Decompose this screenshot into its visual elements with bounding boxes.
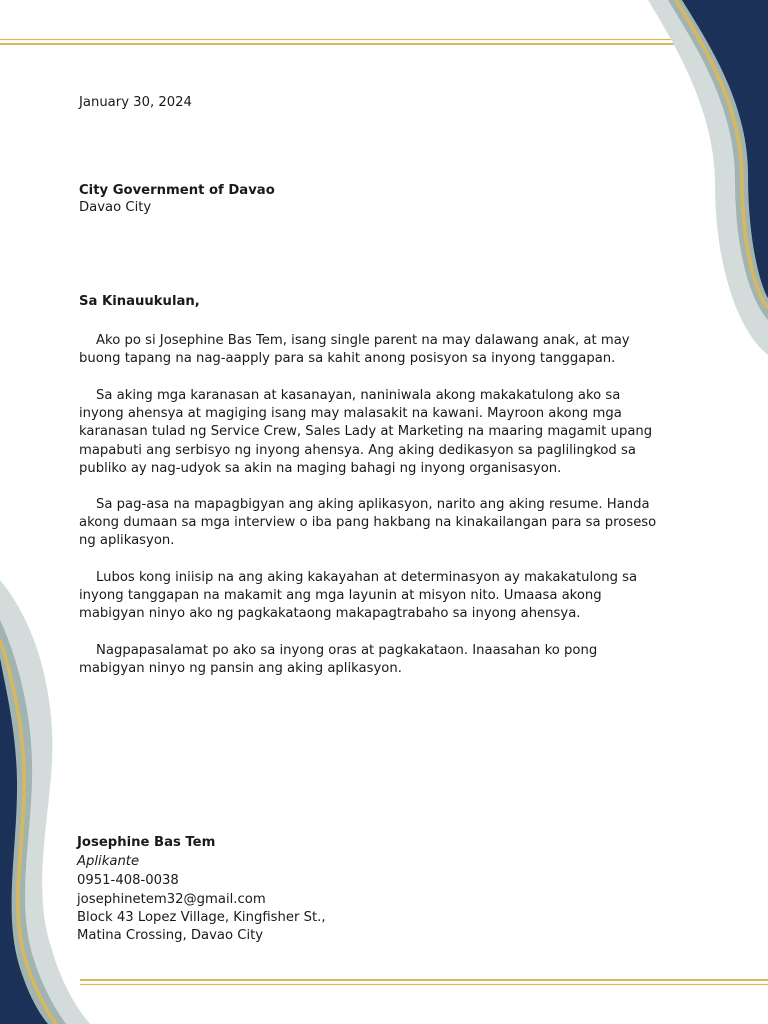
paragraph-line: Ako po si Josephine Bas Tem, isang single parent na may dalawang anak, at may — [96, 333, 630, 348]
paragraph-line: ng aplikasyon. — [79, 533, 175, 549]
paragraph-line: mabigyan ninyo ng pansin ang aking aplikasyon. — [79, 661, 402, 677]
signature-address-line-1: Block 43 Lopez Village, Kingfisher St., — [77, 910, 326, 925]
signature-email: josephinetem32@gmail.com — [77, 892, 266, 907]
paragraph-line: inyong ahensya at magiging isang may malasakit na kawani. Mayroon akong mga — [79, 406, 622, 422]
letter-date: January 30, 2024 — [79, 95, 192, 110]
paragraph-line: akong dumaan sa mga interview o iba pang hakbang na kinakailangan para sa proseso — [79, 515, 657, 531]
body-paragraph-3 — [79, 496, 699, 551]
body-paragraph-4 — [79, 569, 699, 624]
paragraph-line: Nagpapasalamat po ako sa inyong oras at pagkakataon. Inaasahan ko pong — [96, 643, 598, 658]
paragraph-line: Sa pag-asa na mapagbigyan ang aking aplikasyon, narito ang aking resume. Handa — [96, 497, 650, 512]
paragraph-line: mapabuti ang serbisyo ng inyong ahensya. Ang aking dedikasyon sa paglilingkod sa — [79, 442, 636, 458]
body-paragraph-2 — [79, 387, 699, 478]
recipient-name: City Government of Davao — [79, 183, 275, 198]
body-paragraph-1 — [79, 332, 699, 368]
paragraph-line: Sa aking mga karanasan at kasanayan, naniniwala akong makakatulong ako sa — [96, 388, 621, 403]
paragraph-line: buong tapang na nag-aapply para sa kahit anong posisyon sa inyong tanggapan. — [79, 351, 616, 367]
paragraph-line: publiko ay nag-udyok sa akin na maging bahagi ng inyong organisasyon. — [79, 460, 562, 476]
body-paragraph-5 — [79, 642, 699, 678]
salutation: Sa Kinauukulan, — [79, 294, 200, 309]
signature-name: Josephine Bas Tem — [77, 835, 216, 850]
paragraph-line: karanasan tulad ng Service Crew, Sales Lady at Marketing na maaring magamit upang — [79, 424, 653, 440]
paragraph-line: mabigyan ninyo ako ng pagkakataong makapagtrabaho sa inyong ahensya. — [79, 606, 581, 622]
signature-address-line-2: Matina Crossing, Davao City — [77, 928, 264, 943]
recipient-city: Davao City — [79, 200, 152, 215]
signature-title: Aplikante — [77, 854, 140, 869]
signature-phone: 0951-408-0038 — [77, 873, 179, 888]
paragraph-line: Lubos kong iniisip na ang aking kakayahan at determinasyon ay makakatulong sa — [96, 570, 638, 585]
paragraph-line: inyong tanggapan na makamit ang mga layunin at misyon nito. Umaasa akong — [79, 588, 602, 604]
